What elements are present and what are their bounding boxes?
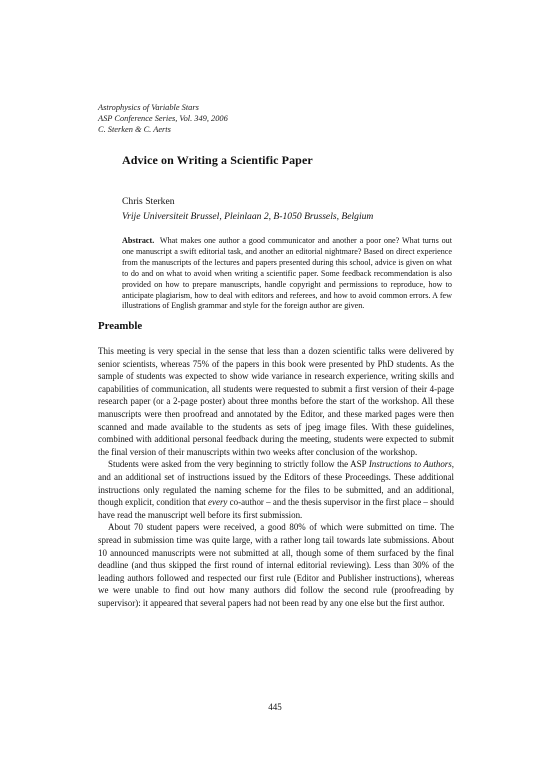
paper-title: Advice on Writing a Scientific Paper — [122, 153, 313, 167]
paragraph-1: This meeting is very special in the sense that less than a dozen scientific talks were delivered by senior scientists, whereas 75% of the papers in this book were presented by PhD students. As the sample of students was expected to show wide variance in research experience, writing skills and capabilities of communication, all students were requested to submit a first version of their 4-page research paper (or a 2-page poster) about three months before the start of the workshop. All these manuscripts were then proofread and annotated by the Editor, and these marked pages were then scanned and made available to the students as sets of jpeg image files. With these guidelines, combined with additional personal feedback during the meeting, students were expected to submit the final version of their manuscripts within two weeks after conclusion of the workshop. — [98, 346, 454, 457]
paragraph-2 — [98, 458, 454, 521]
abstract — [122, 236, 452, 312]
paragraph-2-italic: Instructions to Authors — [368, 459, 452, 470]
paragraph-2-part-c: co-author – and the thesis supervisor in the first place – should have read the manuscript well before its first submission. — [98, 497, 454, 520]
author-name: Chris Sterken — [122, 196, 175, 207]
conference-series: ASP Conference Series, Vol. 349, 2006 — [98, 114, 228, 123]
abstract-label: Abstract. — [122, 236, 155, 245]
volume-editors: C. Sterken & C. Aerts — [98, 125, 171, 134]
section-body — [98, 345, 454, 609]
section-heading: Preamble — [98, 320, 143, 332]
abstract-text: What makes one author a good communicator and another a poor one? What turns out one manuscript a swift editorial task, and another an editorial nightmare? Based on direct experience from the manuscripts of the lectures and papers presented during this school, advice is given on what to do and on what to avoid when writing a scientific paper. Some feedback recommendation is also provided on how to prepare manuscripts, handle copyright and permissions to reproduce, how to anticipate plagiarism, how to deal with editors and referees, and how to avoid common errors. A few illustrations of English grammar and style for the foreign author are given. — [122, 236, 452, 311]
page-number: 445 — [268, 702, 282, 712]
paragraph-2-part-b: , and an additional set of instructions issued by the Editors of these Proceedings. These additional instructions only regulated the naming scheme for the files to be submitted, and an additional, though explicit, condition that — [98, 459, 454, 508]
paragraph-3: About 70 student papers were received, a good 80% of which were submitted on time. The spread in submission time was quite large, with a rather long tail towards late submissions. About 10 announced manuscripts were not submitted at all, though some of them surfaced by the final deadline (and thus skipped the first round of internal editorial reviewing). Less than 30% of the leading authors followed and respected our first rule (Editor and Publisher instructions), whereas we were unable to find out how many authors did follow the second rule (proofreading by supervisor): it appeared that several papers had not been read by any one else but the first author. — [98, 522, 454, 608]
running-header — [98, 102, 228, 135]
paragraph-2-part-a: Students were asked from the very beginning to strictly follow the ASP — [108, 459, 369, 470]
journal-name: Astrophysics of Variable Stars — [98, 103, 199, 112]
author-affiliation: Vrije Universiteit Brussel, Pleinlaan 2, B-1050 Brussels, Belgium — [122, 211, 374, 222]
paragraph-2-italic-2: every — [208, 497, 228, 508]
